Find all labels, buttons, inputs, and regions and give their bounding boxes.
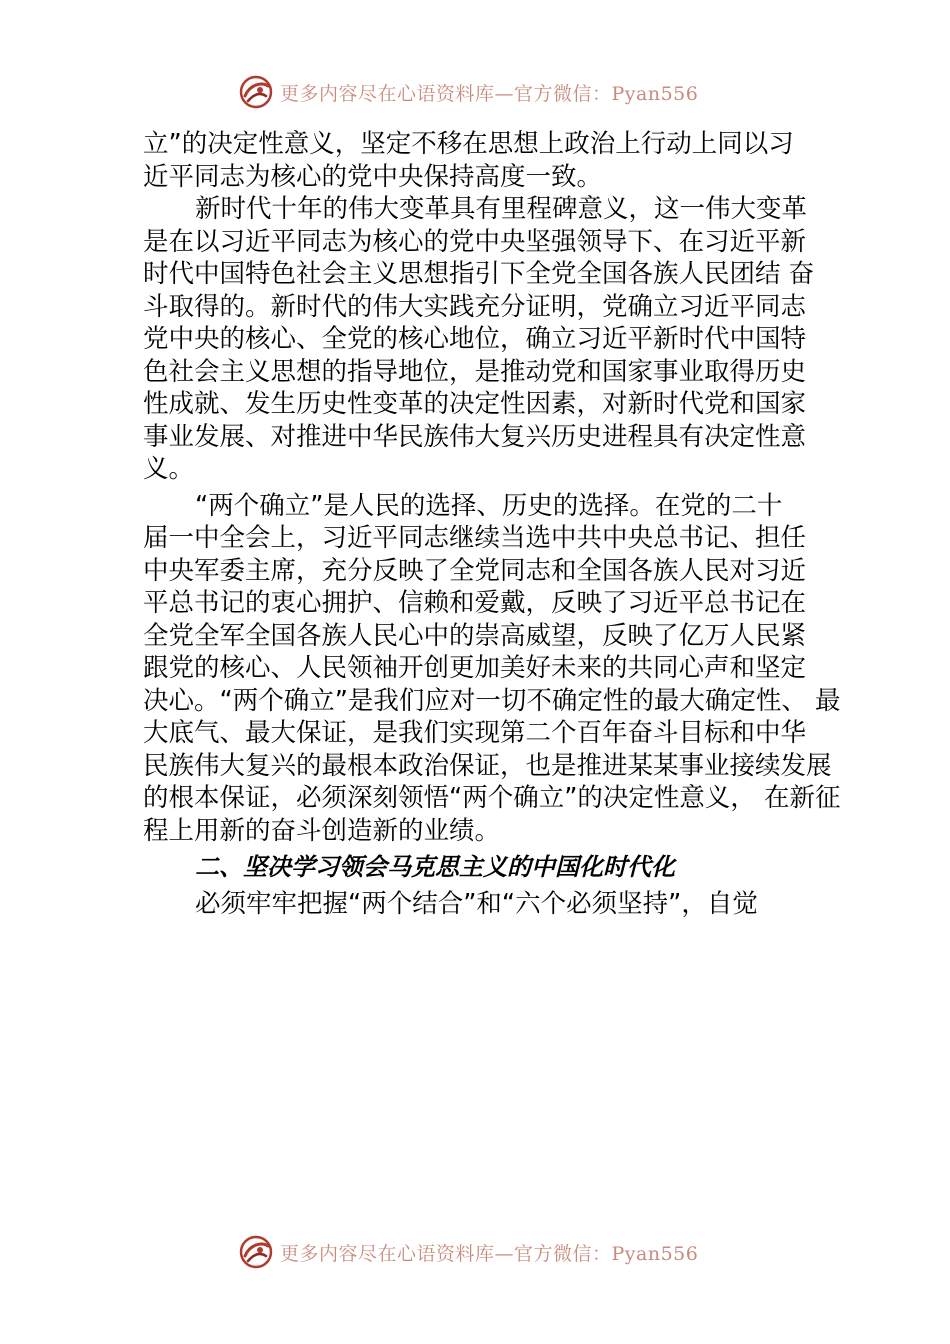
- text-line: 事业发展、对推进中华民族伟大复兴历史进程具有决定性意: [143, 421, 807, 452]
- text-line: 届一中全会上，习近平同志继续当选中共中央总书记、担任: [143, 523, 807, 553]
- watermark-logo-icon: [238, 1234, 274, 1270]
- watermark-text: 更多内容尽在心语资料库—官方微信：Pyan556: [280, 82, 699, 105]
- text-line: 新时代十年的伟大变革具有里程碑意义，这一伟大变革: [195, 194, 808, 224]
- text-line: 的根本保证，必须深刻领悟“两个确立”的决定性意义， 在新征: [143, 783, 841, 813]
- text-line: 平总书记的衷心拥护、信赖和爱戴，反映了习近平总书记在: [143, 588, 807, 618]
- text-line: 色社会主义思想的指导地位，是推动党和国家事业取得历史: [143, 356, 807, 387]
- watermark-bottom: [238, 1232, 738, 1272]
- section-heading: 二、坚决学习领会马克思主义的中国化时代化: [195, 853, 675, 881]
- text-line: 近平同志为核心的党中央保持高度一致。: [143, 161, 603, 192]
- watermark-logo-icon: [238, 74, 274, 110]
- text-line: 中央军委主席，充分反映了全党同志和全国各族人民对习近: [143, 555, 807, 586]
- document-body: [143, 128, 841, 920]
- text-line: 全党全军全国各族人民心中的崇高威望，反映了亿万人民紧: [143, 620, 807, 651]
- paragraph: [143, 128, 809, 193]
- text-line: 斗取得的。新时代的伟大实践充分证明，党确立习近平同志: [143, 291, 807, 322]
- text-line: 大底气、最大保证，是我们实现第二个百年奋斗目标和中华: [143, 718, 807, 748]
- text-line: 跟党的核心、人民领袖开创更加美好未来的共同心声和坚定: [143, 653, 807, 683]
- watermark-top: [238, 72, 738, 112]
- text-line: 义。: [143, 454, 195, 484]
- text-line: 程上用新的奋斗创造新的业绩。: [143, 815, 501, 846]
- text-line: 党中央的核心、全党的核心地位，确立习近平新时代中国特: [143, 324, 807, 354]
- text-line: 决心。“两个确立”是我们应对一切不确定性的最大确定性、 最: [143, 685, 841, 716]
- text-line: 是在以习近平同志为核心的党中央坚强领导下、在习近平新: [143, 226, 807, 257]
- text-line: “两个确立”是人民的选择、历史的选择。在党的二十: [195, 490, 783, 521]
- text-line: 立”的决定性意义，坚定不移在思想上政治上行动上同以习: [143, 129, 794, 159]
- text-line: 民族伟大复兴的最根本政治保证，也是推进某某事业接续发展: [143, 750, 832, 781]
- paragraph: [143, 490, 841, 848]
- text-line: 时代中国特色社会主义思想指引下全党全国各族人民团结 奋: [143, 259, 815, 289]
- paragraph: [143, 193, 815, 486]
- text-line: 必须牢牢把握“两个结合”和“六个必须坚持”，自觉: [195, 888, 758, 919]
- watermark-text: 更多内容尽在心语资料库—官方微信：Pyan556: [280, 1242, 699, 1265]
- text-line: 性成就、发生历史性变革的决定性因素，对新时代党和国家: [143, 389, 807, 419]
